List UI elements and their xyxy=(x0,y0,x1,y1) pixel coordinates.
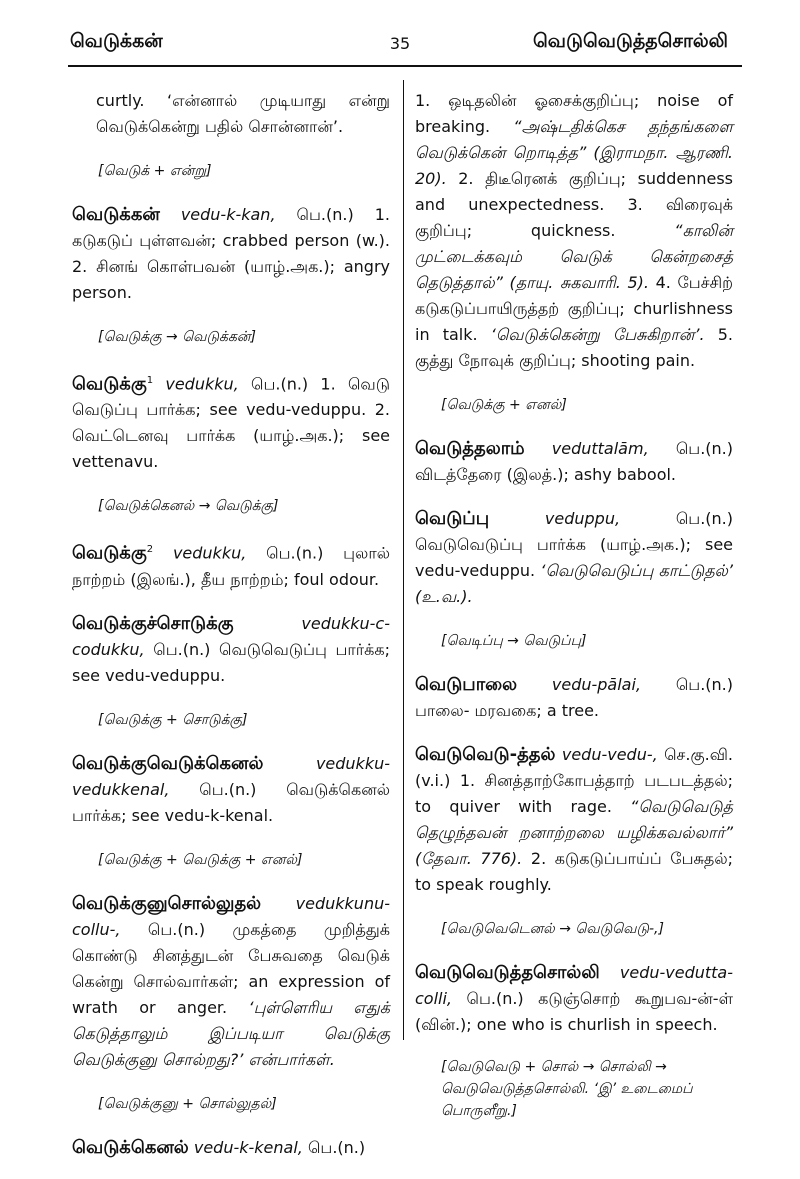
header-right-guide-word: வெடுவெடுத்தசொல்லி xyxy=(533,30,728,52)
entry xyxy=(72,751,390,829)
left-column xyxy=(72,88,390,1179)
entry xyxy=(72,1135,390,1161)
etymology: [வெடுவெடெனல் → வெடுவெடு-,] xyxy=(441,921,664,937)
citation: “காலின் முட்டைக்கவும் வெடுக் கென்றசைத் தெடுத்தால்” (தாயு. சுகவாரி. 5). xyxy=(415,221,733,292)
transliteration: vedukkunu-collu-, xyxy=(72,893,390,939)
headword: வெடுக்குவெடுக்கெனல் xyxy=(72,752,264,774)
entry-continuation xyxy=(415,88,733,374)
definition: செ.கு.வி. (v.i.) 1. சினத்தாற்கோபத்தாற் படபடத்தல்; to quiver with rage. xyxy=(415,745,733,816)
definition: பெ.(n.) விடத்தேரை (இலத்.); ashy babool. xyxy=(415,439,733,484)
headword: வெடுக்கு xyxy=(72,542,147,564)
definition: 5. குத்து நோவுக் குறிப்பு; shooting pain. xyxy=(415,325,733,370)
entry xyxy=(415,436,733,488)
etymology: [வெடுக்கு + எனல்] xyxy=(441,397,567,413)
definition: பெ.(n.) xyxy=(307,1137,366,1157)
etymology: [வெடுக்கு + சொடுக்கு] xyxy=(98,711,248,728)
homonym-number: 1 xyxy=(146,375,154,386)
transliteration: vedukku, xyxy=(172,543,247,563)
definition: 4. பேச்சிற் கடுகடுப்பாயிருத்தற் குறிப்பு; churlishness in talk. xyxy=(415,273,733,344)
headword: வெடுவெடுத்தசொல்லி xyxy=(415,962,600,983)
entry-continuation xyxy=(72,88,390,140)
transliteration: vedu-vedu-, xyxy=(561,745,658,764)
headword: வெடுவெடு-த்தல் xyxy=(415,744,556,765)
headword: வெடுத்தலாம் xyxy=(415,438,525,459)
header-rule xyxy=(68,65,742,67)
column-divider xyxy=(403,80,404,1040)
transliteration: vedu-k-kan, xyxy=(180,205,276,224)
headword: வெடுக்குனுசொல்லுதல் xyxy=(72,892,262,914)
etymology: [வெடிப்பு → வெடுப்பு] xyxy=(441,633,587,649)
definition: பெ.(n.) 1. வெடு வெடுப்பு பார்க்க; see vedu-veduppu. 2. வெட்டெனவு பார்க்க (யாழ்.அக.); see vettenavu. xyxy=(72,374,390,472)
entry xyxy=(415,506,733,610)
headword: வெடுக்குச்சொடுக்கு xyxy=(72,612,234,634)
definition: பெ.(n.) வெடுக்கெனல் பார்க்க; see vedu-k-kenal. xyxy=(72,779,390,825)
transliteration: vedukku, xyxy=(165,374,239,394)
entry xyxy=(415,672,733,724)
citation: “வெடுவெடுத் தெழுந்தவன் றனாற்றலை யழிக்கவல்லார்” (தேவா. 776). xyxy=(415,797,733,868)
transliteration: vedu-vedutta-colli, xyxy=(415,963,733,1008)
transliteration: vedu-pālai, xyxy=(551,675,642,694)
transliteration: vedukku-c-codukku, xyxy=(72,613,390,659)
definition: பெ.(n.) 1. கடுகடுப் புள்ளவன்; crabbed person (w.). 2. சினங் கொள்பவன் (யாழ்.அக.); angry person. xyxy=(72,205,390,302)
definition: பெ.(n.) வெடுவெடுப்பு பார்க்க (யாழ்.அக.); see vedu-veduppu. xyxy=(415,509,733,580)
etymology: [வெடுக்கு + வெடுக்கு + எனல்] xyxy=(98,851,303,868)
page-number: 35 xyxy=(389,34,411,53)
etymology: [வெடுக்குனு + சொல்லுதல்] xyxy=(98,1095,277,1112)
citation: “அஷ்டதிக்கெச தந்தங்களை வெடுக்கென் றொடித்த” (இராமநா. ஆரணி. 20). xyxy=(415,117,733,188)
usage-example: ‘வெடுவெடுப்பு காட்டுதல்’ (உ.வ.). xyxy=(415,561,733,606)
transliteration: veduppu, xyxy=(544,509,621,528)
etymology: [வெடுக் + என்று] xyxy=(98,163,212,179)
transliteration: vedu-k-kenal, xyxy=(193,1137,303,1157)
homonym-number: 2 xyxy=(146,544,154,556)
entry xyxy=(72,537,390,592)
entry xyxy=(72,202,390,306)
transliteration: vedukku-vedukkenal, xyxy=(72,753,390,799)
entry-text: curtly. ‘என்னால் முடியாது என்று வெடுக்கென்று பதில் சொன்னான்’. xyxy=(96,91,390,136)
right-column xyxy=(415,88,733,1140)
headword: வெடுபாலை xyxy=(415,674,518,695)
definition: 2. திடீரெனக் குறிப்பு; suddenness and unexpectedness. 3. விரைவுக் குறிப்பு; quickness. xyxy=(415,169,734,240)
entry xyxy=(415,960,733,1038)
etymology: [வெடுக்கு → வெடுக்கன்] xyxy=(98,329,256,345)
definition: பெ.(n.) கடுஞ்சொற் கூறுபவ-ன்-ள் (வின்.); one who is churlish in speech. xyxy=(415,989,734,1034)
usage-example: ‘வெடுக்கென்று பேசுகிறான்’. xyxy=(490,325,705,344)
definition: 2. கடுகடுப்பாய்ப் பேசுதல்; to speak roughly. xyxy=(415,849,734,894)
definition: பெ.(n.) பாலை- மரவகை; a tree. xyxy=(415,675,733,720)
headword: வெடுக்கன் xyxy=(72,204,160,225)
entry xyxy=(72,611,390,689)
definition: பெ.(n.) முகத்தை முறித்துக் கொண்டு சினத்துடன் பேசுவதை வெடுக் கென்று சொல்வார்கள்; an expression of wrath or anger. xyxy=(72,919,390,1017)
headword: வெடுக்கெனல் xyxy=(72,1136,189,1158)
headword: வெடுப்பு xyxy=(415,508,490,529)
definition: பெ.(n.) வெடுவெடுப்பு பார்க்க; see vedu-veduppu. xyxy=(72,639,390,685)
etymology: [வெடுவெடு + சொல் → சொல்லி → வெடுவெடுத்தசொல்லி. ‘இ’ உடைமைப் பொருளீறு.] xyxy=(441,1059,693,1119)
usage-example: ‘புள்ளெரிய எதுக் கெடுத்தாலும் இப்படியா வெடுக்கு வெடுக்குனு சொல்றது?’ என்பார்கள். xyxy=(72,997,391,1069)
etymology: [வெடுக்கெனல் → வெடுக்கு] xyxy=(98,498,279,515)
definition: 1. ஒடிதலின் ஓசைக்குறிப்பு; noise of breaking. xyxy=(415,91,733,136)
entry xyxy=(415,742,733,898)
definition: பெ.(n.) புலால் நாற்றம் (இலங்.), தீய நாற்றம்; foul odour. xyxy=(72,543,390,589)
header-left-guide-word: வெடுக்கன் xyxy=(70,30,163,52)
entry xyxy=(72,368,390,475)
entry xyxy=(72,891,390,1073)
transliteration: veduttalām, xyxy=(551,439,649,458)
headword: வெடுக்கு xyxy=(72,373,147,395)
